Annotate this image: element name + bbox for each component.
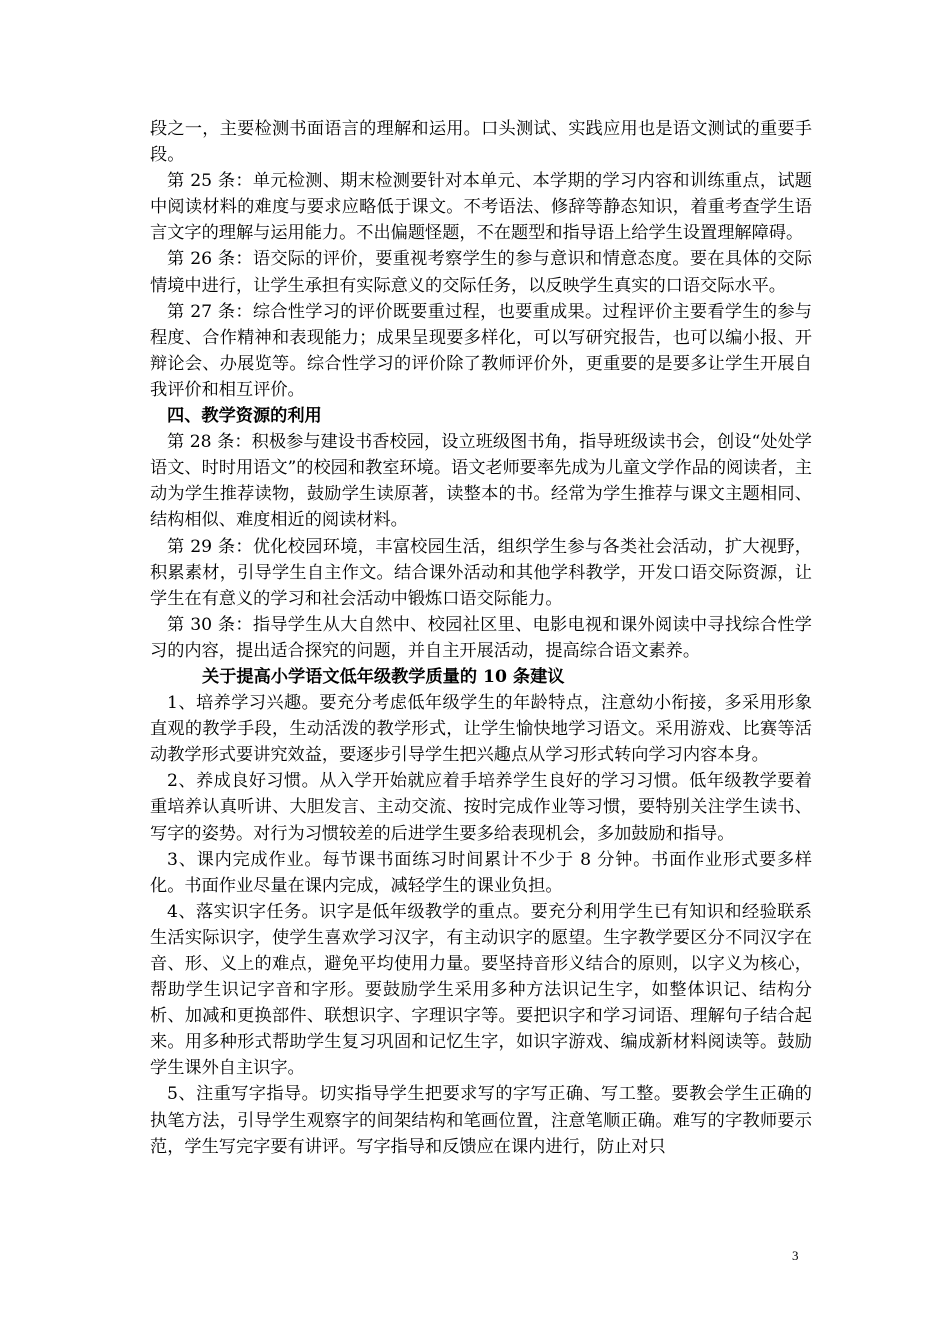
paragraph-article-26: 第 26 条：语交际的评价，要重视考察学生的参与意识和情意态度。要在具体的交际情境中进行，让学生承担有实际意义的交际任务，以反映学生真实的口语交际水平。: [150, 249, 812, 296]
paragraph-suggestion-4: 4、落实识字任务。识字是低年级教学的重点。要充分利用学生已有知识和经验联系生活实际识字，使学生喜欢学习汉字，有主动识字的愿望。生字教学要区分不同汉字在音、形、义上的难点，避免平均使用力量。要坚持音形义结合的原则，以字义为核心，帮助学生识记字音和字形。要鼓励学生采用多种方法识记生字，如整体识记、结构分析、加减和更换部件、联想识字、字理识字等。要把识字和学习词语、理解句子结合起来。用多种形式帮助学生复习巩固和记忆生字，如识字游戏、编成新材料阅读等。鼓励学生课外自主识字。: [150, 901, 812, 1079]
section-title-ten-suggestions: 关于提高小学语文低年级教学质量的 10 条建议: [202, 666, 565, 687]
paragraph-article-29: 第 29 条：优化校园环境，丰富校园生活，组织学生参与各类社会活动，扩大视野，积累素材，引导学生自主作文。结合课外活动和其他学科教学，开发口语交际资源，让学生在有意义的学习和社会活动中锻炼口语交际能力。: [150, 536, 812, 609]
paragraph-suggestion-2: 2、养成良好习惯。从入学开始就应着手培养学生良好的学习习惯。低年级教学要着重培养认真听讲、大胆发言、主动交流、按时完成作业等习惯，要特别关注学生读书、写字的姿势。对行为习惯较差的后进学生要多给表现机会，多加鼓励和指导。: [150, 771, 812, 844]
paragraph-article-28: 第 28 条：积极参与建设书香校园，设立班级图书角，指导班级读书会，创设“处处学语文、时时用语文”的校园和教室环境。语文老师要率先成为儿童文学作品的阅读者，主动为学生推荐读物，鼓励学生读原著，读整本的书。经常为学生推荐与课文主题相同、结构相似、难度相近的阅读材料。: [150, 432, 812, 531]
paragraph-suggestion-1: 1、培养学习兴趣。要充分考虑低年级学生的年龄特点，注意幼小衔接，多采用形象直观的教学手段，生动活泼的教学形式，让学生愉快地学习语文。采用游戏、比赛等活动教学形式要讲究效益，要逐步引导学生把兴趣点从学习形式转向学习内容本身。: [150, 693, 812, 766]
section-heading-teaching-resources: 四、教学资源的利用: [167, 406, 322, 427]
paragraph-article-27: 第 27 条：综合性学习的评价既要重过程，也要重成果。过程评价主要看学生的参与程度、合作精神和表现能力；成果呈现要多样化，可以写研究报告，也可以编小报、开辩论会、办展览等。综合性学习的评价除了教师评价外，更重要的是要多让学生开展自我评价和相互评价。: [150, 301, 812, 400]
paragraph-article-30: 第 30 条：指导学生从大自然中、校园社区里、电影电视和课外阅读中寻找综合性学习的内容，提出适合探究的问题，并自主开展活动，提高综合语文素养。: [150, 614, 812, 661]
paragraph-suggestion-3: 3、课内完成作业。每节课书面练习时间累计不少于 8 分钟。书面作业形式要多样化。书面作业尽量在课内完成，减轻学生的课业负担。: [150, 849, 812, 896]
paragraph-continued: 段之一，主要检测书面语言的理解和运用。口头测试、实践应用也是语文测试的重要手段。: [150, 119, 812, 166]
document-body: [150, 116, 812, 1160]
page-number: 3: [792, 1248, 799, 1263]
paragraph-suggestion-5: 5、注重写字指导。切实指导学生把要求写的字写正确、写工整。要教会学生正确的执笔方法，引导学生观察字的间架结构和笔画位置，注意笔顺正确。难写的字教师要示范，学生写完字要有讲评。写字指导和反馈应在课内进行，防止对只: [150, 1084, 812, 1157]
paragraph-article-25: 第 25 条：单元检测、期末检测要针对本单元、本学期的学习内容和训练重点，试题中阅读材料的难度与要求应略低于课文。不考语法、修辞等静态知识，着重考查学生语言文字的理解与运用能力。不出偏题怪题，不在题型和指导语上给学生设置理解障碍。: [150, 171, 812, 244]
